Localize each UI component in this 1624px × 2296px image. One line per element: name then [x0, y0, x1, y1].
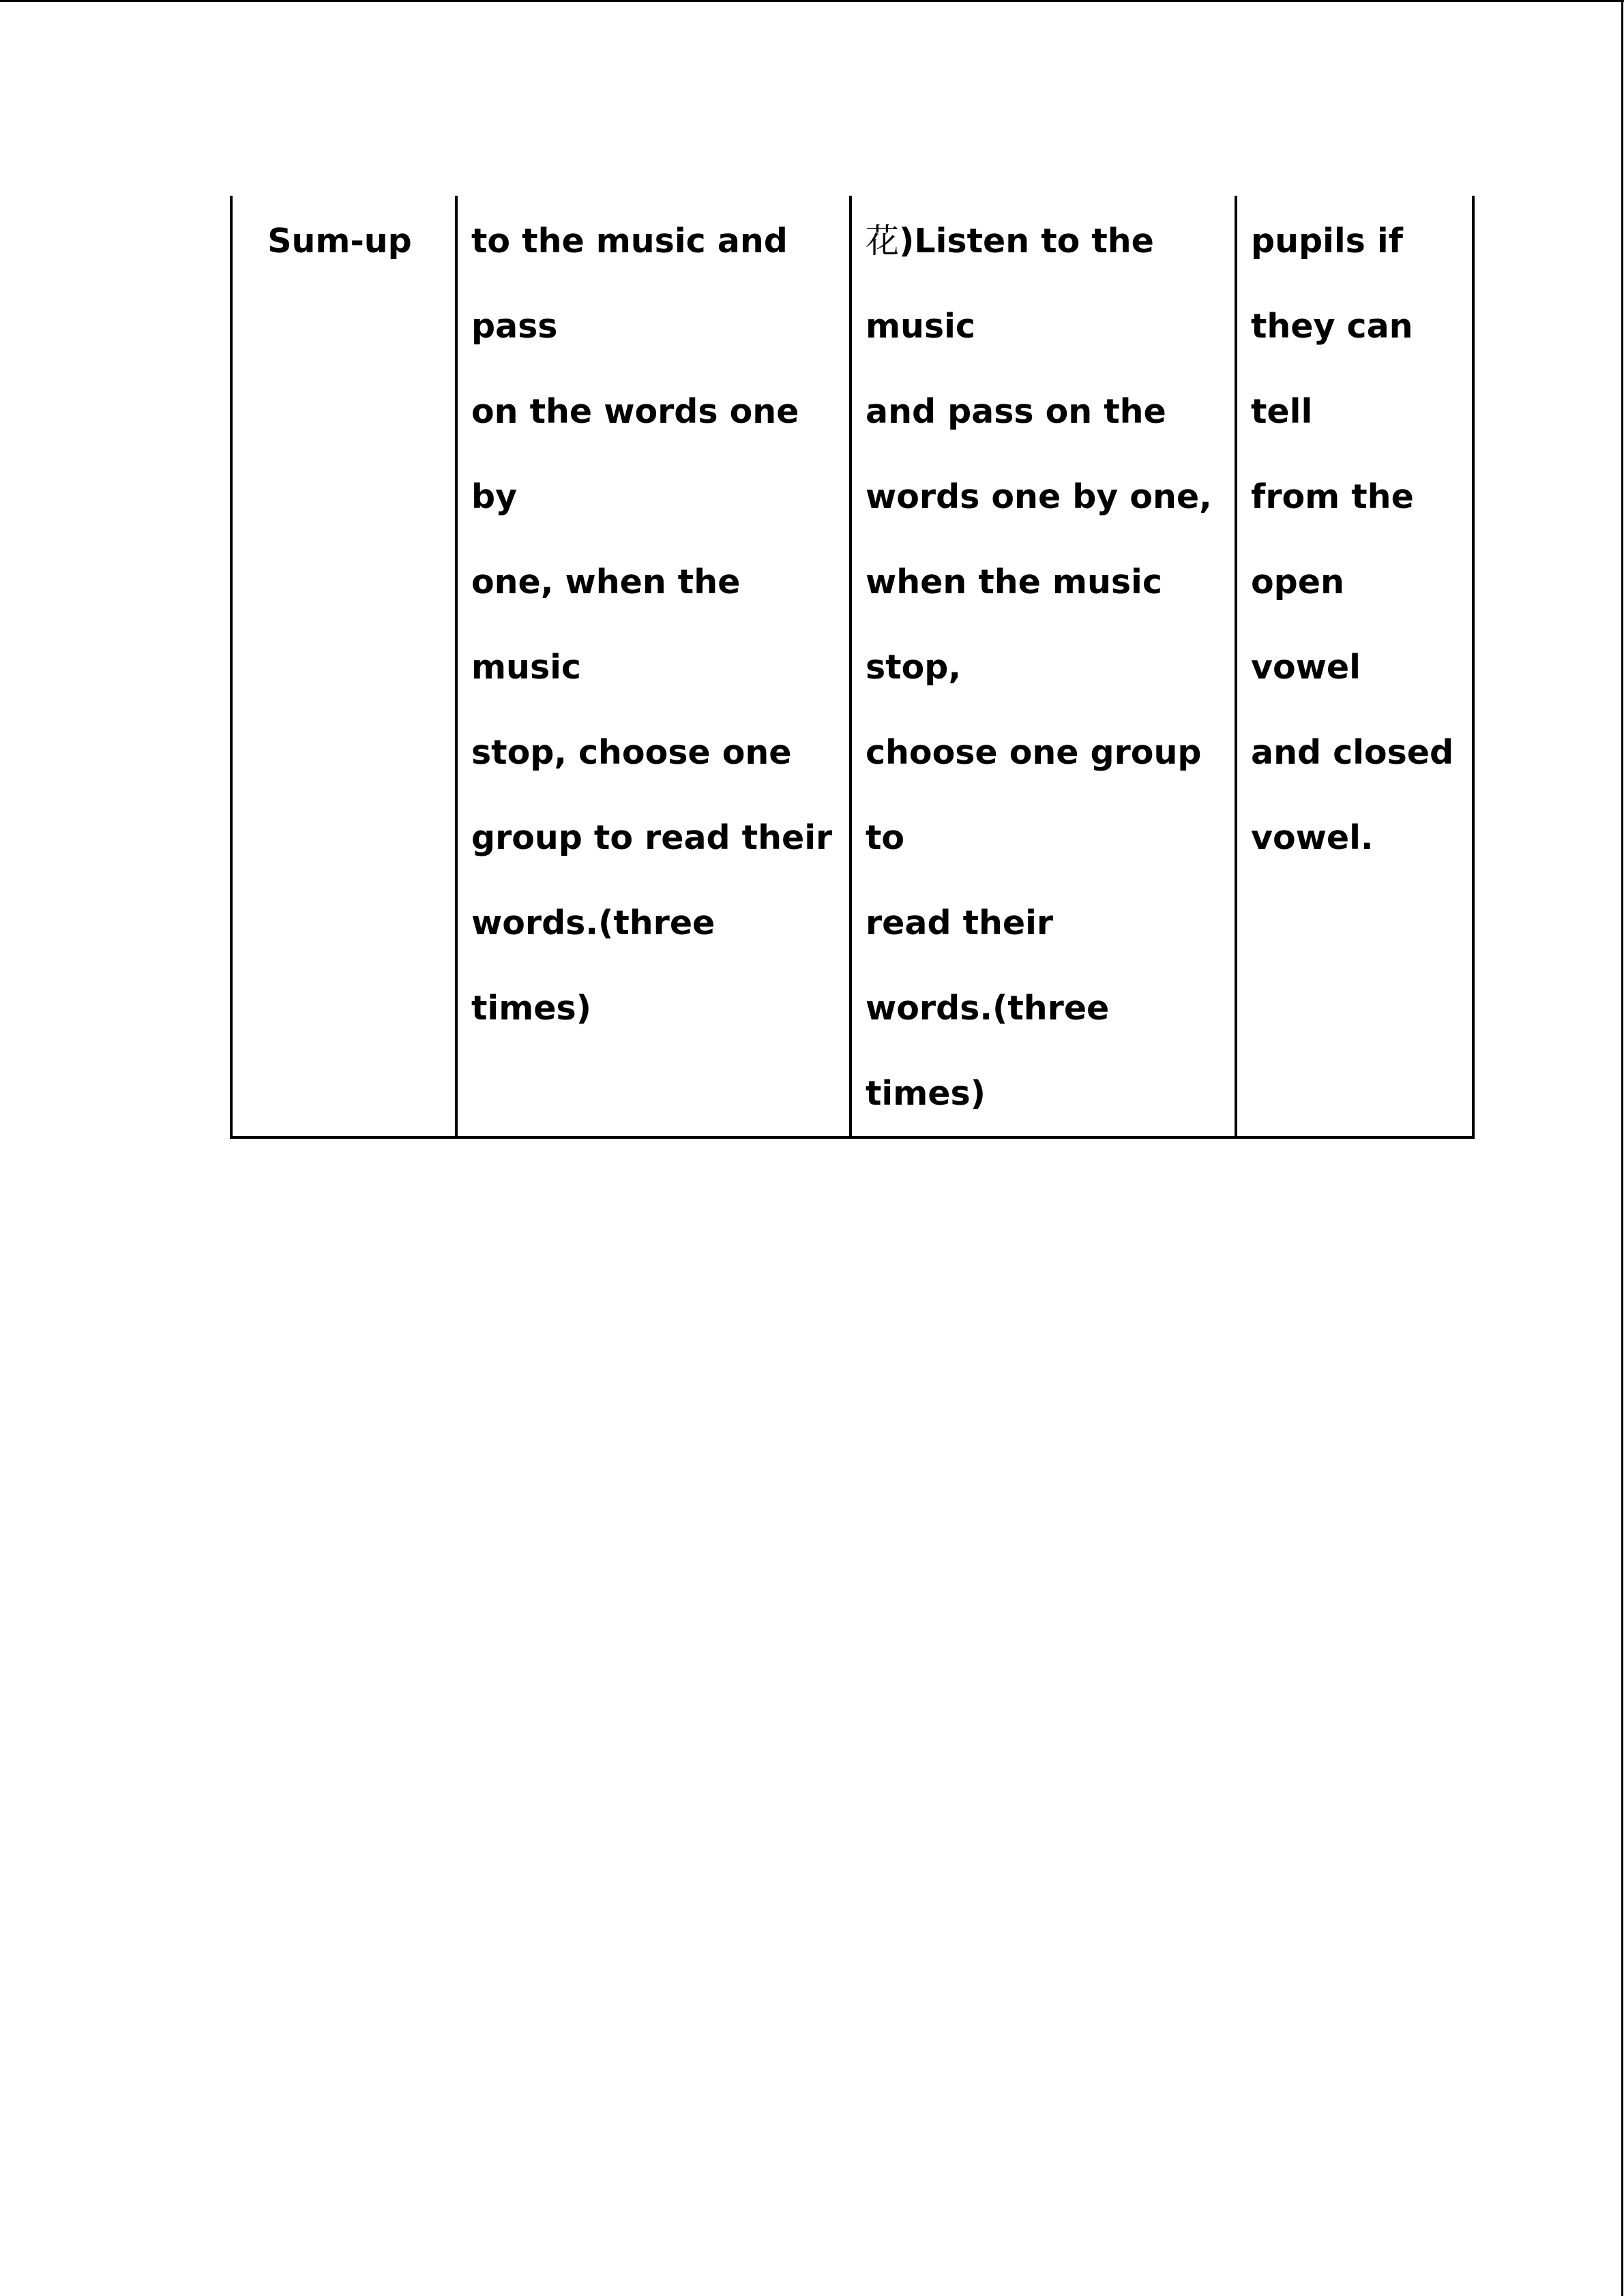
teacher-activity-text: to the music and pass on the words one by one, when the music stop, choose one group to read their words.(three times) — [471, 222, 833, 1028]
pupil-activity-cell — [851, 196, 1236, 1137]
page-border-right — [1621, 0, 1623, 2296]
pupil-activity-prefix: 花 — [866, 222, 900, 260]
stage-cell — [231, 196, 456, 1137]
lesson-plan-table — [230, 196, 1475, 1139]
pupil-activity-body: )Listen to the music and pass on the words one by one, when the music stop, choose one group to read their words.(three times) — [866, 222, 1212, 1113]
stage-label: Sum-up — [267, 222, 412, 260]
pupil-activity-text — [852, 196, 1235, 1136]
table-row — [231, 196, 1473, 1137]
purpose-cell — [1236, 196, 1473, 1137]
teacher-activity-cell — [456, 196, 851, 1137]
purpose-text: pupils if they can tell from the open vowel and closed vowel. — [1251, 222, 1454, 857]
page-border-top — [0, 0, 1624, 2]
